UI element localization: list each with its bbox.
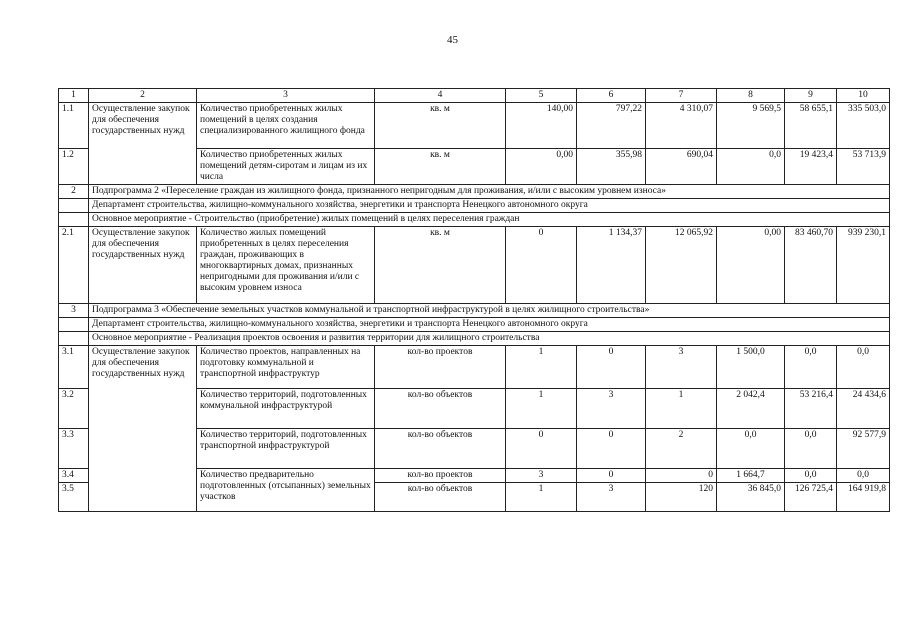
department-title: Департамент строительства, жилищно-коммунального хозяйства, энергетики и транспорта Ненецкого автономного округа: [89, 199, 890, 213]
value-cell: 3: [577, 483, 646, 512]
row-number: 3.1: [59, 346, 89, 389]
header-cell: 5: [506, 89, 577, 103]
value-cell: 1: [506, 346, 577, 389]
value-cell: 1: [506, 483, 577, 512]
indicator-cell: Количество территорий, подготовленных коммунальной инфраструктурой: [197, 389, 375, 429]
header-cell: 4: [375, 89, 506, 103]
unit-cell: кол-во объектов: [375, 483, 506, 512]
subprogram-title: Подпрограмма 2 «Переселение граждан из жилищного фонда, признанного непригодным для проживания, и/или с высоким уровнем износа»: [89, 185, 890, 199]
value-cell: 0: [577, 469, 646, 483]
header-cell: 3: [197, 89, 375, 103]
value-cell: 126 725,4: [785, 483, 837, 512]
value-cell: 58 655,1: [785, 103, 837, 149]
row-number: 3.2: [59, 389, 89, 429]
subprogram-row: [59, 185, 890, 199]
subprogram-row: [59, 304, 890, 318]
value-cell: 9 569,5: [717, 103, 785, 149]
value-cell: 0: [506, 429, 577, 469]
main-event-title: Основное мероприятие - Строительство (приобретение) жилых помещений в целях переселения граждан: [89, 213, 890, 227]
header-cell: 6: [577, 89, 646, 103]
value-cell: 2 042,4: [717, 389, 785, 429]
value-cell: 690,04: [646, 149, 717, 185]
row-number: 3: [59, 304, 89, 318]
indicator-cell: Количество территорий, подготовленных транспортной инфраструктурой: [197, 429, 375, 469]
value-cell: 140,00: [506, 103, 577, 149]
value-cell: 0: [506, 227, 577, 304]
value-cell: 3: [646, 346, 717, 389]
row-number: 3.3: [59, 429, 89, 469]
table-row: [59, 227, 890, 304]
value-cell: 0,00: [506, 149, 577, 185]
unit-cell: кол-во объектов: [375, 389, 506, 429]
main-event-title: Основное мероприятие - Реализация проектов освоения и развития территории для жилищного строительства: [89, 332, 890, 346]
value-cell: 797,22: [577, 103, 646, 149]
value-cell: 92 577,9: [837, 429, 890, 469]
unit-cell: кол-во объектов: [375, 429, 506, 469]
row-number: 1.2: [59, 149, 89, 185]
department-title: Департамент строительства, жилищно-коммунального хозяйства, энергетики и транспорта Ненецкого автономного округа: [89, 318, 890, 332]
empty-cell: [59, 199, 89, 213]
department-row: [59, 199, 890, 213]
value-cell: 53 713,9: [837, 149, 890, 185]
row-number: 3.5: [59, 483, 89, 512]
department-row: [59, 318, 890, 332]
indicator-cell: Количество приобретенных жилых помещений детям-сиротам и лицам из их числа: [197, 149, 375, 185]
value-cell: 120: [646, 483, 717, 512]
indicator-cell: Количество жилых помещений приобретенных в целях переселения граждан, проживающих в многоквартирных домах, признанных непригодными для проживания и/или с высоким уровнем износа: [197, 227, 375, 304]
subprogram-title: Подпрограмма 3 «Обеспечение земельных участков коммунальной и транспортной инфраструктурой в целях жилищного строительства»: [89, 304, 890, 318]
value-cell: 83 460,70: [785, 227, 837, 304]
unit-cell: кол-во проектов: [375, 469, 506, 483]
row-number: 3.4: [59, 469, 89, 483]
event-cell: Осуществление закупок для обеспечения государственных нужд: [89, 227, 197, 304]
value-cell: 0,0: [785, 429, 837, 469]
value-cell: 36 845,0: [717, 483, 785, 512]
header-cell: 10: [837, 89, 890, 103]
header-cell: 8: [717, 89, 785, 103]
value-cell: 0,0: [717, 149, 785, 185]
value-cell: 24 434,6: [837, 389, 890, 429]
value-cell: 12 065,92: [646, 227, 717, 304]
main-event-row: [59, 332, 890, 346]
table-row: [59, 103, 890, 149]
value-cell: 0,0: [837, 346, 890, 389]
header-cell: 2: [89, 89, 197, 103]
empty-cell: [59, 332, 89, 346]
indicators-table: [58, 88, 890, 512]
value-cell: 3: [506, 469, 577, 483]
value-cell: 0,0: [785, 346, 837, 389]
indicator-cell: Количество предварительно подготовленных (отсыпанных) земельных участков: [197, 469, 375, 512]
value-cell: 1 134,37: [577, 227, 646, 304]
value-cell: 164 919,8: [837, 483, 890, 512]
event-cell: Осуществление закупок для обеспечения государственных нужд: [89, 346, 197, 512]
value-cell: 0,00: [717, 227, 785, 304]
unit-cell: кв. м: [375, 103, 506, 149]
event-cell: Осуществление закупок для обеспечения государственных нужд: [89, 103, 197, 185]
header-cell: 1: [59, 89, 89, 103]
value-cell: 1 500,0: [717, 346, 785, 389]
value-cell: 3: [577, 389, 646, 429]
row-number: 2.1: [59, 227, 89, 304]
indicator-cell: Количество проектов, направленных на подготовку коммунальной и транспортной инфраструктур: [197, 346, 375, 389]
value-cell: 53 216,4: [785, 389, 837, 429]
empty-cell: [59, 318, 89, 332]
value-cell: 335 503,0: [837, 103, 890, 149]
value-cell: 939 230,1: [837, 227, 890, 304]
table-row: [59, 346, 890, 389]
value-cell: 0: [577, 346, 646, 389]
value-cell: 0: [646, 469, 717, 483]
value-cell: 0,0: [837, 469, 890, 483]
value-cell: 0,0: [785, 469, 837, 483]
empty-cell: [59, 213, 89, 227]
value-cell: 1 664,7: [717, 469, 785, 483]
value-cell: 4 310,07: [646, 103, 717, 149]
main-event-row: [59, 213, 890, 227]
row-number: 1.1: [59, 103, 89, 149]
value-cell: 2: [646, 429, 717, 469]
row-number: 2: [59, 185, 89, 199]
unit-cell: кв. м: [375, 227, 506, 304]
page-number: 45: [447, 34, 458, 46]
value-cell: 1: [506, 389, 577, 429]
value-cell: 0: [577, 429, 646, 469]
header-row: [59, 89, 890, 103]
unit-cell: кол-во проектов: [375, 346, 506, 389]
value-cell: 19 423,4: [785, 149, 837, 185]
unit-cell: кв. м: [375, 149, 506, 185]
header-cell: 7: [646, 89, 717, 103]
header-cell: 9: [785, 89, 837, 103]
value-cell: 0,0: [717, 429, 785, 469]
indicator-cell: Количество приобретенных жилых помещений в целях создания специализированного жилищного фонда: [197, 103, 375, 149]
value-cell: 1: [646, 389, 717, 429]
value-cell: 355,98: [577, 149, 646, 185]
